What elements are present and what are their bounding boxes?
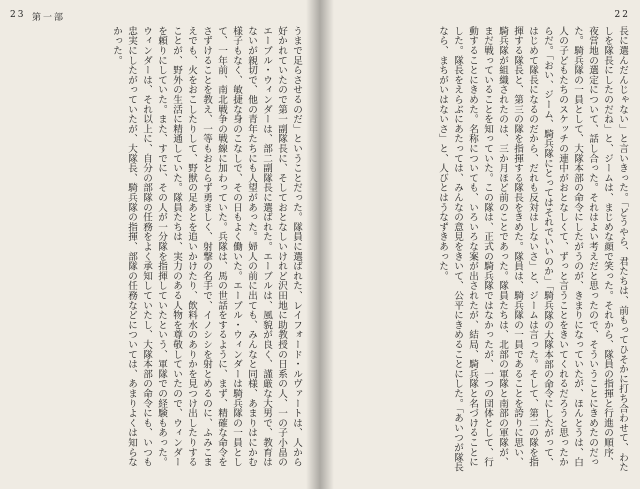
right-paragraph: 長に選んだんじゃない」と言いきった。「どうやら、君たちは、前もってひそかに打ち合わせて、わたしを隊長にしたのだね」と、ジームは、まじめな顔で笑った。それから、隊員の指揮と行進の順序、夜営地の選定について、話し合った。それはよい考えだと思ったので、そういうことにきめたのだった。騎兵隊の一員として、大隊本部の命令にしたがうのが、きまりになっていたが、ほんとうは、白人の子どもたちのスケッチの連中がおとなしくて、ずっと言うことをきいてくれるだろうと思ったからだ。「おい、ジーム、騎兵隊にとってはそれでいいのか」「騎兵隊の大隊本部の命令にしたがって、はじめて隊長になるのだから、だれも反対はしないさ」と、ジームは言った。そして、第二の隊を指揮する隊長と、第三の隊を指揮する隊長をきめた。隊員は、騎兵隊の一員であることを誇りに思い、騎兵隊が組織されたのは、三か月ほど前のことであった。隊員たちは、北部の軍隊と南部の軍隊が、まだ戦っていることを知っていた。この隊は、正式の騎兵隊ではなかったが、一つの団体として、行動することにきめた。名称についても、いろいろな案が出されたが、結局、騎兵隊と名づけることにした。隊長をえらぶにあたっては、みんなの意見をきいて、公平にきめることにした。「あいつが隊長なら、まちがいはないさ」と、人びとはうなずきあった。	[437, 26, 628, 472]
left-paragraph: うまで足らさせるのだ」ということだった。隊員に選ばれた、レイフォード・ルヴァートは、人から好かれていたので第一副隊長に、そしておとなしいけれど沢田地に助教授の日系の人、一の子小畠のエーブル・ウィンダーは、部二副隊長に選ばれた。エーブルは、風貌が良く、謹厳な大男で、教育はないが親切で、他の青年たちにも人望があった。婦人の前に出ても、みんなと同様、あまりはにかむ様子もなく、敏捷な身のこなしで、その日もよく働いた。エーブル・ウィンダーは騎兵隊の一員として、一年前、南北戦争の戦線に加わっていた。兵隊は、馬の世話をするように、まず、精確な命令をさずけることを教え、一等もおとらず勇ましく、射撃の名手で、イノシシを射とめるのに、ふみこまえでも、火をおこしたりして、野獣の足あとを追いかけたり、飲料水のありかを見つけ出したりすることが、野外の生活に精通していた。隊員たちは、実力のある人物を尊敬していたので、ウィンダーを頼りにしていた。また、すでに、その人が一分隊を指揮していたという、軍隊での経験もあった。ウィンダーは、それ以上に、自分の部隊の任務をよく承知していたし、大隊本部の命令にも、いつも忠実にしたがっていたが、大隊長、騎兵隊の指揮、部隊の任務などについては、あまりよくは知らなかった。	[111, 26, 302, 467]
right-body-text	[334, 26, 630, 475]
right-page-number: 22	[614, 10, 630, 20]
left-body-text	[10, 26, 304, 475]
right-page	[322, 0, 640, 489]
left-running-head: 第一部	[32, 13, 66, 23]
left-page-number: 23	[10, 10, 26, 20]
left-page	[0, 0, 318, 489]
